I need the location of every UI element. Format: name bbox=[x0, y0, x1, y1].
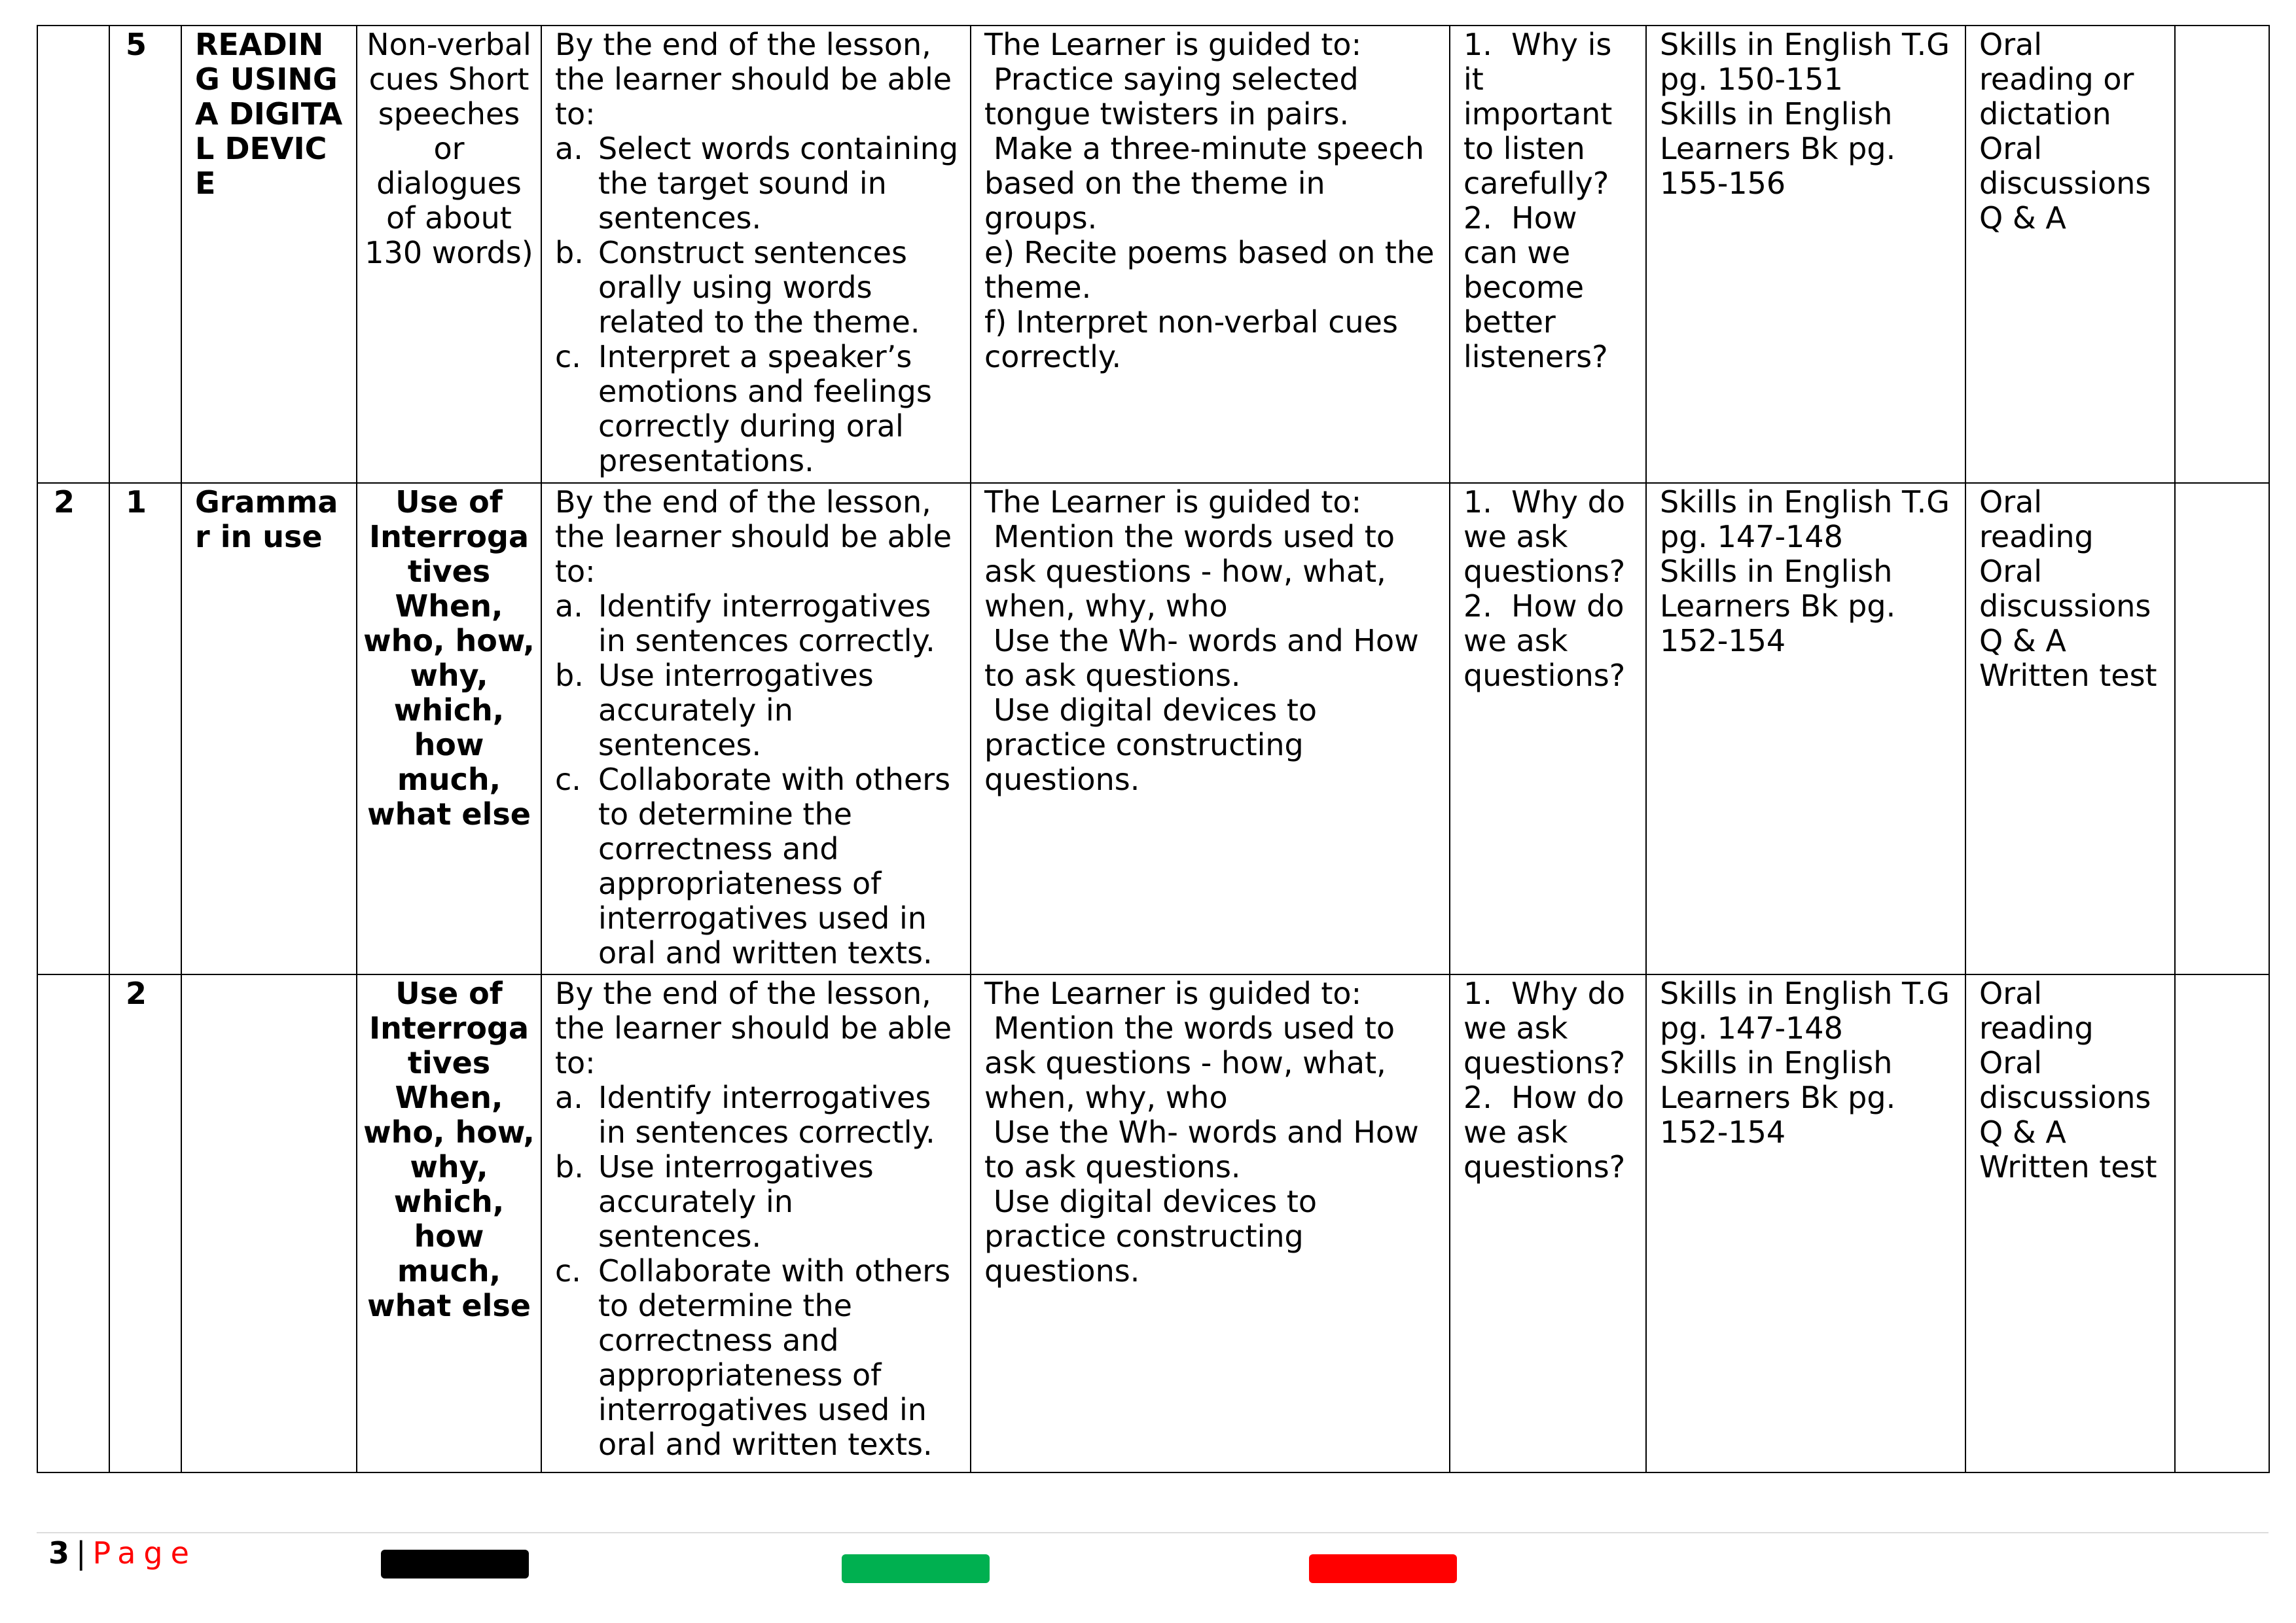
assessment-line: Q & A bbox=[1979, 1115, 2066, 1150]
assessment-line: Written test bbox=[1979, 1149, 2157, 1185]
item-text: Use interrogatives accurately in sentences. bbox=[598, 1149, 874, 1254]
table-row bbox=[37, 26, 2269, 483]
experiences-intro: The Learner is guided to: bbox=[984, 976, 1362, 1011]
resource-line: Skills in English Learners Bk pg. 155-156 bbox=[1660, 96, 1896, 201]
item-marker: c. bbox=[555, 762, 581, 797]
assessment-line: Oral reading bbox=[1979, 484, 2094, 554]
resource-line: Skills in English Learners Bk pg. 152-154 bbox=[1660, 554, 1896, 658]
resource-line: Skills in English T.G pg. 147-148 bbox=[1660, 976, 1950, 1046]
outcomes-list bbox=[555, 132, 960, 478]
assessment-cell bbox=[1965, 483, 2175, 974]
list-item bbox=[1463, 485, 1635, 589]
item-text: Make a three-minute speech based on the theme in groups. bbox=[984, 131, 1424, 236]
outcomes-list bbox=[555, 589, 960, 971]
item-text: Why is it important to listen carefully? bbox=[1463, 27, 1613, 201]
black-color-bar bbox=[381, 1550, 529, 1578]
list-item bbox=[555, 1080, 960, 1150]
remarks-cell bbox=[2175, 26, 2269, 483]
week-cell: 2 bbox=[37, 483, 109, 974]
item-text: Collaborate with others to determine the correctness and appropriateness of interrogatives used in oral and written texts. bbox=[598, 1253, 951, 1462]
remarks-cell bbox=[2175, 483, 2269, 974]
item-marker: a. bbox=[555, 588, 583, 624]
item-marker: c. bbox=[555, 339, 581, 374]
item-marker: a. bbox=[555, 1080, 583, 1115]
item-text: How do we ask questions? bbox=[1463, 1080, 1626, 1185]
table-row bbox=[37, 483, 2269, 974]
item-text: Why do we ask questions? bbox=[1463, 976, 1626, 1080]
page-separator: | bbox=[76, 1535, 86, 1571]
list-item bbox=[1463, 589, 1635, 693]
lesson-cell: 2 bbox=[109, 974, 181, 1472]
item-text: Use the Wh- words and How to ask questions. bbox=[984, 623, 1419, 693]
list-item bbox=[1463, 976, 1635, 1080]
learning-experiences-cell bbox=[971, 974, 1450, 1472]
list-item bbox=[555, 236, 960, 340]
item-text: Construct sentences orally using words related to the theme. bbox=[598, 235, 920, 340]
experiences-intro: The Learner is guided to: bbox=[984, 484, 1362, 520]
list-item bbox=[984, 624, 1439, 693]
lesson-cell: 1 bbox=[109, 483, 181, 974]
item-text: Mention the words used to ask questions - how, what, when, why, who bbox=[984, 519, 1395, 624]
assessment-line: Q & A bbox=[1979, 200, 2066, 236]
learning-experiences-cell bbox=[971, 483, 1450, 974]
outcomes-intro: By the end of the lesson, the learner should be able to: bbox=[555, 976, 952, 1080]
list-item bbox=[984, 1115, 1439, 1185]
item-text: Identify interrogatives in sentences correctly. bbox=[598, 588, 935, 658]
list-item bbox=[555, 589, 960, 658]
list-item bbox=[555, 658, 960, 762]
list-item bbox=[1463, 1080, 1635, 1185]
page-number: 3 bbox=[48, 1535, 70, 1571]
item-text: Use the Wh- words and How to ask questions. bbox=[984, 1115, 1419, 1185]
lesson-cell: 5 bbox=[109, 26, 181, 483]
item-text: Identify interrogatives in sentences correctly. bbox=[598, 1080, 935, 1150]
page-label: Page bbox=[92, 1535, 197, 1571]
list-item bbox=[555, 1150, 960, 1254]
assessment-line: Written test bbox=[1979, 658, 2157, 693]
scheme-of-work-table bbox=[37, 25, 2270, 1473]
item-text: Practice saying selected tongue twisters in pairs. bbox=[984, 62, 1359, 132]
assessment-line: Oral discussions bbox=[1979, 131, 2151, 201]
experiences-intro: The Learner is guided to: bbox=[984, 27, 1362, 62]
sub-strand-cell: Non-verbal cues Short speeches or dialogues of about 130 words) bbox=[357, 26, 541, 483]
week-cell bbox=[37, 974, 109, 1472]
remarks-cell bbox=[2175, 974, 2269, 1472]
list-item bbox=[984, 1011, 1439, 1115]
list-item bbox=[1463, 27, 1635, 201]
outcomes-list bbox=[555, 1080, 960, 1462]
resource-line: Skills in English T.G pg. 150-151 bbox=[1660, 27, 1950, 97]
inquiry-questions-cell bbox=[1450, 974, 1646, 1472]
item-marker: 2. bbox=[1463, 1080, 1492, 1115]
bullet-glyph: f) bbox=[984, 304, 1007, 340]
learning-outcomes-cell bbox=[541, 483, 971, 974]
item-marker: b. bbox=[555, 1149, 584, 1185]
list-item bbox=[984, 62, 1439, 132]
strand-cell bbox=[181, 974, 357, 1472]
list-item bbox=[555, 132, 960, 236]
item-text: Use digital devices to practice constructing questions. bbox=[984, 1184, 1318, 1289]
week-cell bbox=[37, 26, 109, 483]
item-marker: 1. bbox=[1463, 484, 1492, 520]
item-marker: c. bbox=[555, 1253, 581, 1289]
item-text: Use digital devices to practice constructing questions. bbox=[984, 692, 1318, 797]
assessment-line: Oral reading or dictation bbox=[1979, 27, 2134, 132]
list-item bbox=[984, 236, 1439, 305]
list-item bbox=[984, 693, 1439, 797]
resources-cell bbox=[1646, 974, 1965, 1472]
resources-cell bbox=[1646, 26, 1965, 483]
assessment-cell bbox=[1965, 26, 2175, 483]
list-item bbox=[555, 762, 960, 971]
inquiry-questions-cell bbox=[1450, 26, 1646, 483]
learning-outcomes-cell bbox=[541, 26, 971, 483]
item-text: Recite poems based on the theme. bbox=[984, 235, 1435, 305]
outcomes-intro: By the end of the lesson, the learner should be able to: bbox=[555, 484, 952, 589]
sub-strand-cell: Use of Interrogatives When, who, how, why, which, how much, what else bbox=[357, 974, 541, 1472]
item-text: Interpret non-verbal cues correctly. bbox=[984, 304, 1398, 374]
item-marker: a. bbox=[555, 131, 583, 166]
item-text: Collaborate with others to determine the correctness and appropriateness of interrogatives used in oral and written texts. bbox=[598, 762, 951, 971]
list-item bbox=[984, 305, 1439, 374]
strand-cell: Grammar in use bbox=[181, 483, 357, 974]
item-text: Mention the words used to ask questions - how, what, when, why, who bbox=[984, 1010, 1395, 1115]
item-text: Select words containing the target sound in sentences. bbox=[598, 131, 959, 236]
item-marker: b. bbox=[555, 235, 584, 270]
assessment-line: Oral discussions bbox=[1979, 554, 2151, 624]
footer-divider bbox=[37, 1532, 2269, 1533]
list-item bbox=[1463, 201, 1635, 374]
page-footer bbox=[48, 1533, 197, 1573]
resource-line: Skills in English T.G pg. 147-148 bbox=[1660, 484, 1950, 554]
item-marker: b. bbox=[555, 658, 584, 693]
item-text: Why do we ask questions? bbox=[1463, 484, 1626, 589]
list-item bbox=[984, 1185, 1439, 1289]
resource-line: Skills in English Learners Bk pg. 152-154 bbox=[1660, 1045, 1896, 1150]
item-marker: 2. bbox=[1463, 588, 1492, 624]
item-marker: 1. bbox=[1463, 27, 1492, 62]
item-marker: 2. bbox=[1463, 200, 1492, 236]
learning-experiences-cell bbox=[971, 26, 1450, 483]
red-color-bar bbox=[1309, 1554, 1457, 1583]
list-item bbox=[984, 132, 1439, 236]
resources-cell bbox=[1646, 483, 1965, 974]
list-item bbox=[555, 340, 960, 478]
strand-cell: READING USING A DIGITAL DEVICE bbox=[181, 26, 357, 483]
item-text: How do we ask questions? bbox=[1463, 588, 1626, 693]
assessment-line: Oral discussions bbox=[1979, 1045, 2151, 1115]
outcomes-intro: By the end of the lesson, the learner should be able to: bbox=[555, 27, 952, 132]
assessment-line: Oral reading bbox=[1979, 976, 2094, 1046]
assessment-cell bbox=[1965, 974, 2175, 1472]
inquiry-questions-cell bbox=[1450, 483, 1646, 974]
bullet-glyph: e) bbox=[984, 235, 1015, 270]
item-text: How can we become better listeners? bbox=[1463, 200, 1608, 374]
sub-strand-cell: Use of Interrogatives When, who, how, why, which, how much, what else bbox=[357, 483, 541, 974]
item-marker: 1. bbox=[1463, 976, 1492, 1011]
table-row bbox=[37, 974, 2269, 1472]
item-text: Use interrogatives accurately in sentences. bbox=[598, 658, 874, 762]
list-item bbox=[555, 1254, 960, 1462]
green-color-bar bbox=[842, 1554, 990, 1583]
item-text: Interpret a speaker’s emotions and feelings correctly during oral presentations. bbox=[598, 339, 932, 478]
assessment-line: Q & A bbox=[1979, 623, 2066, 658]
learning-outcomes-cell bbox=[541, 974, 971, 1472]
list-item bbox=[984, 520, 1439, 624]
